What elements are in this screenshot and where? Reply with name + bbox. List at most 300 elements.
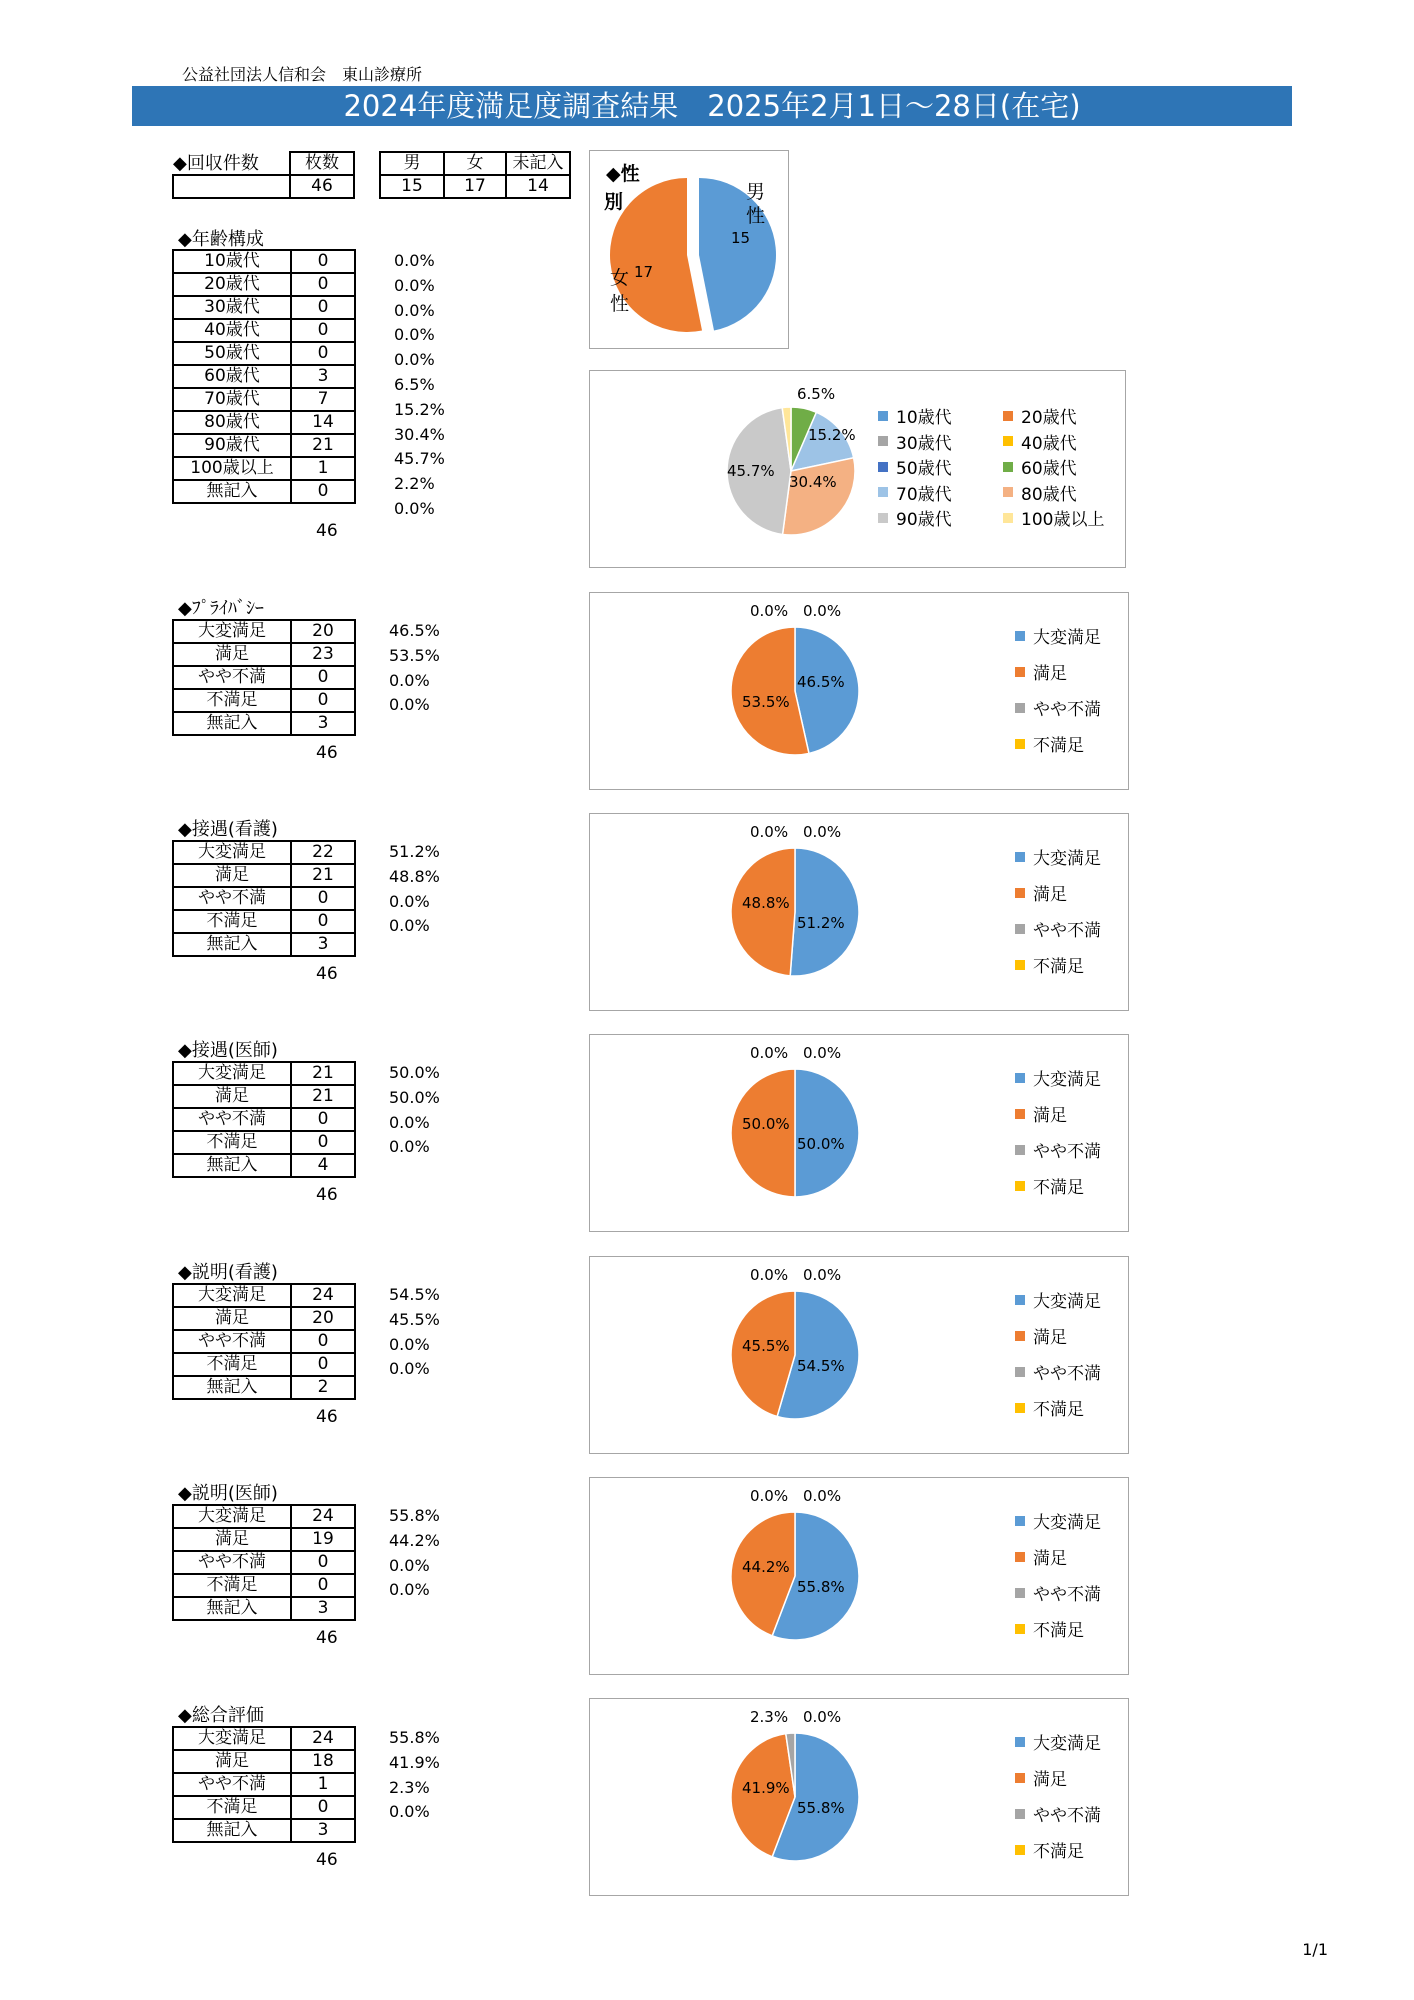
section-total: 46 <box>316 1850 338 1870</box>
section-row-count: 22 <box>291 841 355 864</box>
legend-label: 満足 <box>1033 1770 1067 1790</box>
section-row-count: 24 <box>291 1284 355 1307</box>
section-row <box>173 841 355 864</box>
age-legend-item <box>878 505 952 530</box>
chart-top-label-left: 0.0% <box>750 1266 789 1284</box>
age-row-count: 0 <box>291 319 355 342</box>
section-row-label: 無記入 <box>173 1154 291 1177</box>
section-row-percent: 0.0% <box>389 670 430 690</box>
age-row-percent: 15.2% <box>394 399 445 419</box>
section-row-label: 大変満足 <box>173 1505 291 1528</box>
legend-swatch <box>1015 1295 1025 1305</box>
age-row-percent: 0.0% <box>394 325 435 345</box>
legend-swatch <box>1015 960 1025 970</box>
legend-item <box>1015 1508 1101 1533</box>
section-row-label: 不満足 <box>173 910 291 933</box>
section-row-label: 不満足 <box>173 1574 291 1597</box>
legend-label: やや不満 <box>1033 1142 1101 1162</box>
section-percent-column <box>389 1726 440 1825</box>
legend-item <box>1015 1544 1067 1569</box>
section-row-count: 0 <box>291 666 355 689</box>
age-row-count: 0 <box>291 342 355 365</box>
legend-swatch <box>1015 1181 1025 1191</box>
legend-item <box>1015 1173 1084 1198</box>
section-row <box>173 1353 355 1376</box>
section-row-label: やや不満 <box>173 1551 291 1574</box>
legend-swatch <box>1015 1624 1025 1634</box>
section-percent-column <box>389 840 440 939</box>
legend-swatch <box>1015 1109 1025 1119</box>
legend-label: 満足 <box>1033 1106 1067 1126</box>
section-row-count: 21 <box>291 1085 355 1108</box>
legend-swatch <box>1015 703 1025 713</box>
age-row-percent: 30.4% <box>394 424 445 444</box>
section-row-count: 23 <box>291 643 355 666</box>
section-row-percent: 0.0% <box>389 1137 430 1157</box>
section-table <box>172 1283 356 1400</box>
collection-empty-cell <box>173 175 290 198</box>
legend-swatch <box>1003 513 1013 523</box>
section-row <box>173 1505 355 1528</box>
legend-swatch <box>1015 667 1025 677</box>
age-row <box>173 250 355 273</box>
age-row <box>173 365 355 388</box>
age-section-title: ◆年齢構成 <box>178 229 264 250</box>
legend-swatch <box>1015 1588 1025 1598</box>
section-row-label: やや不満 <box>173 1773 291 1796</box>
legend-swatch <box>1015 1809 1025 1819</box>
section-row-count: 20 <box>291 620 355 643</box>
chart-top-label-right: 0.0% <box>803 823 842 841</box>
legend-label: 大変満足 <box>1033 1070 1101 1090</box>
age-legend-item <box>878 480 952 505</box>
slice-label-very-satisfied: 46.5% <box>797 673 845 691</box>
section-total: 46 <box>316 1407 338 1427</box>
age-legend-label: 90歳代 <box>896 510 952 530</box>
section-row-percent: 54.5% <box>389 1285 440 1304</box>
age-row <box>173 457 355 480</box>
section-percent-column <box>389 1061 440 1160</box>
section-row <box>173 1284 355 1307</box>
legend-label: やや不満 <box>1033 1585 1101 1605</box>
legend-item <box>1015 623 1101 648</box>
section-title: ◆説明(医師) <box>178 1483 278 1504</box>
age-row <box>173 480 355 503</box>
section-total: 46 <box>316 964 338 984</box>
legend-label: 不満足 <box>1033 736 1084 756</box>
age-row-percent: 45.7% <box>394 449 445 469</box>
section-chart-panel <box>589 813 1129 1011</box>
chart-top-label-left: 0.0% <box>750 823 789 841</box>
legend-item <box>1015 1287 1101 1312</box>
age-legend-label: 20歳代 <box>1021 408 1077 428</box>
slice-label-satisfied: 48.8% <box>742 894 790 912</box>
section-row-label: やや不満 <box>173 1330 291 1353</box>
section-row <box>173 887 355 910</box>
age-legend-item <box>878 429 952 454</box>
chart-top-label-right: 0.0% <box>803 1708 842 1726</box>
section-row-count: 3 <box>291 1597 355 1620</box>
age-row-label: 30歳代 <box>173 296 291 319</box>
age-row-count: 1 <box>291 457 355 480</box>
satisfaction-legend <box>1015 844 1123 977</box>
section-chart-panel <box>589 1477 1129 1675</box>
section-row-label: 不満足 <box>173 1353 291 1376</box>
age-row-percent: 6.5% <box>394 374 435 394</box>
age-row-label: 60歳代 <box>173 365 291 388</box>
section-row-count: 24 <box>291 1727 355 1750</box>
section-row-count: 2 <box>291 1376 355 1399</box>
legend-label: 不満足 <box>1033 1178 1084 1198</box>
page-number: 1/1 <box>1302 1940 1328 1959</box>
section-row <box>173 1528 355 1551</box>
section-row-percent: 51.2% <box>389 842 440 861</box>
section-table <box>172 840 356 957</box>
section-row <box>173 1796 355 1819</box>
section-row-percent: 0.0% <box>389 695 430 715</box>
age-legend-item <box>1003 454 1077 479</box>
section-row-percent: 0.0% <box>389 891 430 911</box>
legend-label: 不満足 <box>1033 1621 1084 1641</box>
section-total: 46 <box>316 1185 338 1205</box>
legend-item <box>1015 844 1101 869</box>
legend-swatch <box>1015 888 1025 898</box>
age-legend-item <box>878 454 952 479</box>
section-row-percent: 0.0% <box>389 1580 430 1600</box>
chart-top-label-left: 0.0% <box>750 1044 789 1062</box>
section-percent-column <box>389 619 440 718</box>
satisfaction-legend <box>1015 1287 1123 1420</box>
age-legend-item <box>1003 505 1104 530</box>
section-chart-panel <box>589 1034 1129 1232</box>
legend-swatch <box>1015 1552 1025 1562</box>
legend-label: 満足 <box>1033 885 1067 905</box>
legend-swatch <box>878 513 888 523</box>
age-row <box>173 411 355 434</box>
organization-name: 公益社団法人信和会 東山診療所 <box>182 65 423 84</box>
section-row <box>173 1551 355 1574</box>
legend-swatch <box>1015 631 1025 641</box>
legend-item <box>1015 916 1101 941</box>
age-row-label: 10歳代 <box>173 250 291 273</box>
gender-header-unrecorded: 未記入 <box>506 152 570 175</box>
age-row-label: 40歳代 <box>173 319 291 342</box>
section-row <box>173 1330 355 1353</box>
section-row-label: 不満足 <box>173 1131 291 1154</box>
legend-label: 不満足 <box>1033 1400 1084 1420</box>
section-row-percent: 41.9% <box>389 1752 440 1772</box>
section-row <box>173 1376 355 1399</box>
age-row <box>173 434 355 457</box>
section-row-percent: 0.0% <box>389 916 430 936</box>
legend-swatch <box>1015 1516 1025 1526</box>
legend-label: 不満足 <box>1033 1842 1084 1862</box>
age-row-count: 0 <box>291 480 355 503</box>
age-row-percent: 0.0% <box>394 498 435 518</box>
legend-swatch <box>1015 924 1025 934</box>
section-row-count: 24 <box>291 1505 355 1528</box>
legend-item <box>1015 1729 1101 1754</box>
slice-label-very-satisfied: 51.2% <box>797 914 845 932</box>
section-row-label: 満足 <box>173 1085 291 1108</box>
section-row-percent: 53.5% <box>389 645 440 665</box>
section-row <box>173 1574 355 1597</box>
section-row-label: 無記入 <box>173 1597 291 1620</box>
section-row-label: 満足 <box>173 1307 291 1330</box>
section-row-label: 無記入 <box>173 1819 291 1842</box>
legend-swatch <box>878 411 888 421</box>
age-slice-label-80: 30.4% <box>789 473 837 491</box>
legend-swatch <box>1015 852 1025 862</box>
section-row-count: 0 <box>291 689 355 712</box>
section-row-count: 20 <box>291 1307 355 1330</box>
section-row <box>173 933 355 956</box>
section-row-label: 無記入 <box>173 1376 291 1399</box>
legend-swatch <box>1003 487 1013 497</box>
chart-top-label-right: 0.0% <box>803 1044 842 1062</box>
section-row-label: 大変満足 <box>173 1727 291 1750</box>
gender-value-female: 17 <box>444 175 506 198</box>
age-legend <box>878 403 1118 543</box>
legend-label: 大変満足 <box>1033 1292 1101 1312</box>
age-row-count: 21 <box>291 434 355 457</box>
section-row-label: 不満足 <box>173 689 291 712</box>
section-row-label: 無記入 <box>173 712 291 735</box>
section-row-count: 0 <box>291 1353 355 1376</box>
legend-swatch <box>1015 1845 1025 1855</box>
report-title-banner: 2024年度満足度調査結果 2025年2月1日～28日(在宅) <box>132 86 1292 126</box>
legend-label: 満足 <box>1033 664 1067 684</box>
age-row-label: 50歳代 <box>173 342 291 365</box>
section-title: ◆接遇(医師) <box>178 1040 278 1061</box>
legend-label: やや不満 <box>1033 1364 1101 1384</box>
age-row-count: 0 <box>291 250 355 273</box>
slice-label-satisfied: 53.5% <box>742 693 790 711</box>
gender-chart-panel <box>589 150 789 349</box>
legend-item <box>1015 1101 1067 1126</box>
section-total: 46 <box>316 1628 338 1648</box>
slice-label-satisfied: 44.2% <box>742 1558 790 1576</box>
age-row-count: 0 <box>291 273 355 296</box>
section-row-percent: 45.5% <box>389 1309 440 1329</box>
section-row <box>173 1773 355 1796</box>
section-row-count: 18 <box>291 1750 355 1773</box>
age-row-percent: 0.0% <box>394 350 435 370</box>
section-row-percent: 0.0% <box>389 1334 430 1354</box>
section-row <box>173 864 355 887</box>
section-title: ◆ﾌﾟﾗｲﾊﾞｼｰ <box>178 598 264 619</box>
legend-item <box>1015 952 1084 977</box>
age-legend-item <box>1003 480 1077 505</box>
legend-item <box>1015 1395 1084 1420</box>
age-row-percent: 2.2% <box>394 474 435 494</box>
legend-swatch <box>1015 1073 1025 1083</box>
age-row <box>173 319 355 342</box>
legend-swatch <box>878 487 888 497</box>
section-row <box>173 1819 355 1842</box>
section-row-count: 0 <box>291 1108 355 1131</box>
gender-count-table <box>379 151 571 199</box>
chart-top-label-left: 0.0% <box>750 602 789 620</box>
section-row-label: 不満足 <box>173 1796 291 1819</box>
section-row <box>173 1307 355 1330</box>
collection-count-value: 46 <box>290 175 354 198</box>
chart-top-label-right: 0.0% <box>803 1266 842 1284</box>
section-row <box>173 1727 355 1750</box>
section-row-count: 19 <box>291 1528 355 1551</box>
legend-label: 大変満足 <box>1033 1513 1101 1533</box>
age-legend-label: 100歳以上 <box>1021 510 1105 530</box>
section-row-percent: 48.8% <box>389 866 440 886</box>
legend-swatch <box>1015 1145 1025 1155</box>
legend-item <box>1015 695 1101 720</box>
gender-value-unrecorded: 14 <box>506 175 570 198</box>
gender-value-male: 15 <box>380 175 444 198</box>
slice-label-very-satisfied: 55.8% <box>797 1578 845 1596</box>
section-row <box>173 1597 355 1620</box>
gender-male-label-2: 性 <box>746 205 766 227</box>
section-row <box>173 620 355 643</box>
satisfaction-legend <box>1015 623 1123 756</box>
slice-label-very-satisfied: 55.8% <box>797 1799 845 1817</box>
age-row <box>173 388 355 411</box>
age-percent-column <box>394 249 445 522</box>
section-row-label: 満足 <box>173 1750 291 1773</box>
section-total: 46 <box>316 743 338 763</box>
legend-item <box>1015 659 1067 684</box>
legend-label: 不満足 <box>1033 957 1084 977</box>
section-row-count: 21 <box>291 864 355 887</box>
section-row-percent: 0.0% <box>389 1555 430 1575</box>
age-slice-label-70: 15.2% <box>808 426 856 444</box>
age-row-percent: 0.0% <box>394 275 435 295</box>
age-legend-item <box>1003 403 1077 428</box>
legend-swatch <box>1015 1737 1025 1747</box>
age-legend-item <box>1003 429 1077 454</box>
section-chart-panel <box>589 1256 1129 1454</box>
section-row-label: 満足 <box>173 864 291 887</box>
gender-female-label-1: 女 <box>610 267 630 289</box>
age-slice-label-90: 45.7% <box>727 462 775 480</box>
section-row <box>173 689 355 712</box>
section-row-count: 0 <box>291 1330 355 1353</box>
legend-swatch <box>1015 1773 1025 1783</box>
age-legend-label: 80歳代 <box>1021 484 1077 505</box>
satisfaction-legend <box>1015 1065 1123 1198</box>
gender-male-label-1: 男 <box>746 181 766 203</box>
section-row-count: 0 <box>291 887 355 910</box>
legend-label: やや不満 <box>1033 1806 1101 1826</box>
section-row-percent: 44.2% <box>389 1530 440 1550</box>
age-row <box>173 342 355 365</box>
age-legend-label: 40歳代 <box>1021 433 1077 454</box>
section-row-percent: 2.3% <box>389 1777 430 1797</box>
age-row-label: 70歳代 <box>173 388 291 411</box>
satisfaction-slice-very-satisfied <box>795 1069 859 1197</box>
section-row-percent: 50.0% <box>389 1063 440 1082</box>
section-table <box>172 1061 356 1178</box>
section-table <box>172 1726 356 1843</box>
chart-top-label-left: 0.0% <box>750 1487 789 1505</box>
age-row-label: 80歳代 <box>173 411 291 434</box>
gender-chart-title-1: ◆性 <box>606 163 640 185</box>
chart-top-label-left: 2.3% <box>750 1708 789 1726</box>
section-row <box>173 643 355 666</box>
legend-item <box>1015 1580 1101 1605</box>
legend-swatch <box>1015 1367 1025 1377</box>
satisfaction-legend <box>1015 1729 1123 1862</box>
slice-label-satisfied: 50.0% <box>742 1115 790 1133</box>
chart-top-label-right: 0.0% <box>803 1487 842 1505</box>
legend-item <box>1015 1837 1084 1862</box>
slice-label-satisfied: 45.5% <box>742 1337 790 1355</box>
section-percent-column <box>389 1283 440 1382</box>
chart-top-label-right: 0.0% <box>803 602 842 620</box>
satisfaction-slice-very-satisfied <box>790 848 859 976</box>
age-chart-panel <box>589 370 1126 568</box>
section-row <box>173 1062 355 1085</box>
age-row-count: 14 <box>291 411 355 434</box>
legend-label: 大変満足 <box>1033 1734 1101 1754</box>
section-row-count: 0 <box>291 1796 355 1819</box>
slice-label-very-satisfied: 54.5% <box>797 1357 845 1375</box>
gender-header-female: 女 <box>444 152 506 175</box>
gender-chart-title-2: 別 <box>604 191 624 213</box>
age-legend-label: 10歳代 <box>896 408 952 428</box>
section-table <box>172 619 356 736</box>
age-row-count: 7 <box>291 388 355 411</box>
collection-count-table <box>172 151 355 199</box>
legend-swatch <box>1003 436 1013 446</box>
section-row <box>173 712 355 735</box>
section-row <box>173 1154 355 1177</box>
legend-item <box>1015 1137 1101 1162</box>
legend-label: 大変満足 <box>1033 849 1101 869</box>
age-row-label: 100歳以上 <box>173 457 291 480</box>
legend-item <box>1015 1323 1067 1348</box>
age-row <box>173 273 355 296</box>
gender-female-value: 17 <box>634 263 654 281</box>
age-row-percent: 0.0% <box>394 300 435 320</box>
age-legend-label: 30歳代 <box>896 433 952 454</box>
section-row <box>173 1750 355 1773</box>
satisfaction-legend <box>1015 1508 1123 1641</box>
section-row-label: やや不満 <box>173 666 291 689</box>
legend-swatch <box>1015 1331 1025 1341</box>
legend-item <box>1015 1765 1067 1790</box>
legend-label: やや不満 <box>1033 921 1101 941</box>
legend-swatch <box>878 436 888 446</box>
section-row-percent: 0.0% <box>389 1359 430 1379</box>
legend-swatch <box>878 462 888 472</box>
collection-column-header: 枚数 <box>290 152 354 175</box>
age-row <box>173 296 355 319</box>
section-row <box>173 666 355 689</box>
section-row-count: 0 <box>291 1574 355 1597</box>
gender-female-label-2: 性 <box>610 293 630 315</box>
collection-title: ◆回収件数 <box>173 152 259 174</box>
section-row-count: 3 <box>291 1819 355 1842</box>
section-row-count: 3 <box>291 933 355 956</box>
age-legend-item <box>878 403 952 428</box>
section-row-label: 満足 <box>173 1528 291 1551</box>
section-table <box>172 1504 356 1621</box>
section-row-label: 無記入 <box>173 933 291 956</box>
age-legend-label: 70歳代 <box>896 484 952 505</box>
slice-label-satisfied: 41.9% <box>742 1779 790 1797</box>
section-row-label: 満足 <box>173 643 291 666</box>
section-chart-panel <box>589 592 1129 790</box>
